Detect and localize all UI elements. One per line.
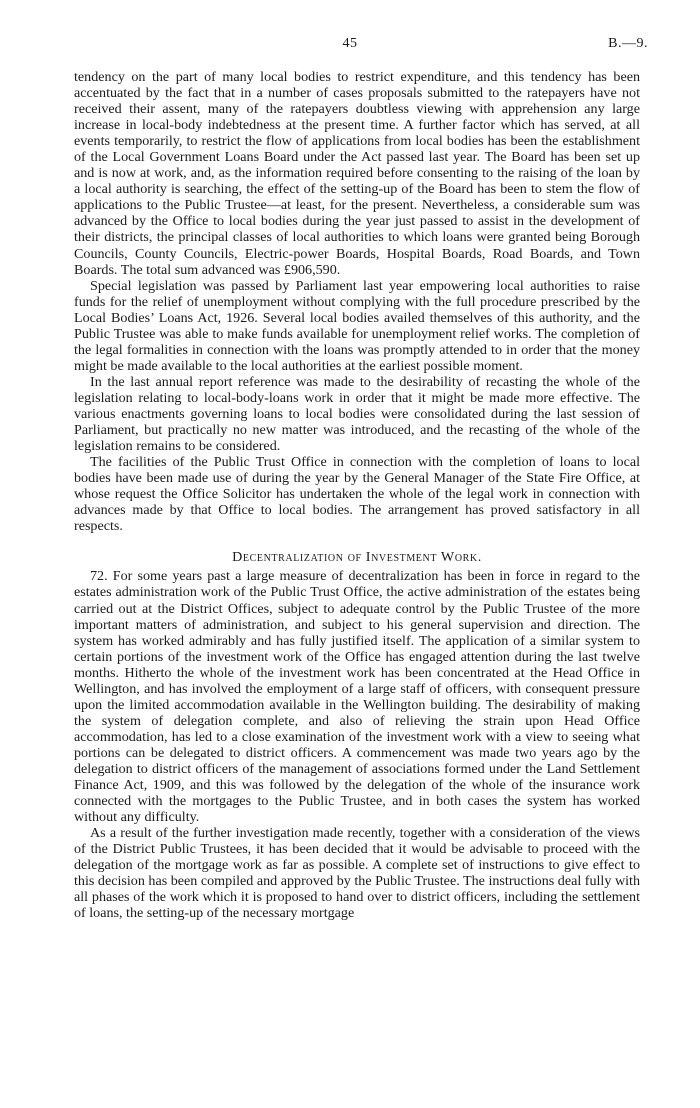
paragraph: Special legislation was passed by Parliament last year empowering local authorities to raise funds for the relief of unemployment without complying with the full procedure prescribed by the Local Bodies’ Loans Act, 1926. Several local bodies availed themselves of this authority, and the Public Trustee was able to make funds available for unemployment relief works. The completion of the legal formalities in connection with the loans was promptly attended to in order that the money might be made available to the local authorities at the earliest possible moment. <box>74 277 640 374</box>
paragraph: 72. For some years past a large measure of decentralization has been in force in regard to the estates administration work of the Public Trust Office, the active administration of the estates being carried out at the District Offices, subject to adequate control by the Public Trustee of the more important matters of administration, and subject to his general supervision and direction. The system has worked admirably and has fully justified itself. The application of a similar system to certain portions of the investment work of the Office has engaged attention during the last twelve months. Hitherto the whole of the investment work has been concentrated at the Head Office in Wellington, and has involved the employment of a large staff of officers, with consequent pressure upon the limited accommodation available in the Wellington building. The desirability of making the system of delegation complete, and also of relieving the strain upon Head Office accommodation, has led to a close examination of the investment work with a view to seeing what portions can be delegated to district officers. A commencement was made two years ago by the delegation to district officers of the management of associations formed under the Land Settlement Finance Act, 1909, and this was followed by the delegation of the whole of the insurance work connected with the mortgages to the Public Trustee, and in both cases the system has worked without any difficulty. <box>74 568 640 826</box>
paragraph: In the last annual report reference was made to the desirability of recasting the whole of the legislation relating to local-body-loans work in order that it might be made more effective. The various enactments governing loans to local bodies were consolidated during the last session of Parliament, but practically no new matter was introduced, and the recasting of the whole of the legislation remains to be considered. <box>74 373 640 455</box>
section-heading: Decentralization of Investment Work. <box>232 549 482 566</box>
paragraph: The facilities of the Public Trust Office in connection with the completion of loans to local bodies have been made use of during the year by the General Manager of the State Fire Office, at whose request the Office Solicitor has undertaken the whole of the legal work in connection with advances made by that Office to local bodies. The arrangement has proved satisfactory in all respects. <box>74 454 640 535</box>
paragraph: tendency on the part of many local bodies to restrict expenditure, and this tendency has been accentuated by the fact that in a number of cases proposals submitted to the ratepayers have not received their assent, many of the ratepayers doubtless viewing with apprehension any large increase in local-body indebtedness at the present time. A further factor which has served, at all events temporarily, to restrict the flow of applications from local bodies has been the establishment of the Local Government Loans Board under the Act passed last year. The Board has been set up and is now at work, and, as the information required before consenting to the raising of the loan by a local authority is searching, the effect of the setting-up of the Board has been to stem the flow of applications to the Public Trustee—at least, for the present. Nevertheless, a considerable sum was advanced by the Office to local bodies during the year just passed to assist in the development of their districts, the principal classes of local authorities to which loans were granted being Borough Councils, County Councils, Electric-power Boards, Hospital Boards, Road Boards, and Town Boards. The total sum advanced was £906,590. <box>74 69 640 278</box>
paragraph: As a result of the further investigation made recently, together with a consideration of the views of the District Public Trustees, it has been decided that it would be advisable to proceed with the delegation of the mortgage work as far as possible. A complete set of instructions to give effect to this decision has been compiled and approved by the Public Trustee. The instructions deal fully with all phases of the work which it is proposed to hand over to district officers, including the settlement of loans, the setting-up of the necessary mortgage <box>74 825 640 922</box>
page-number: 45 <box>342 36 358 51</box>
body-text <box>74 69 640 921</box>
document-reference: B.—9. <box>608 36 648 51</box>
